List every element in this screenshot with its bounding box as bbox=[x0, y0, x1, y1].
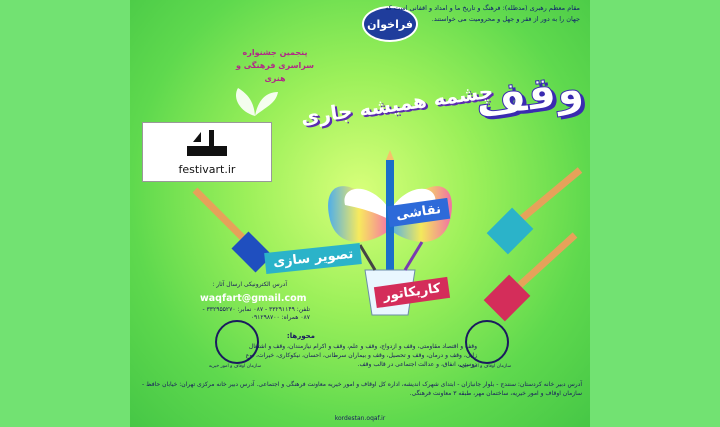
email-address: waqfart@gmail.com bbox=[200, 293, 307, 304]
left-margin bbox=[0, 0, 130, 427]
footer-addresses: آدرس دبیر خانه کردستان: سنندج - بلوار جانبازان - ابتدای شهرک اندیشه، اداره کل اوقاف و امور خیریه معاونت فرهنگی و اجتماعی. آدرس دبیر خانه مرکزی تهران: خیابان حافظ - سازمان اوقاف و امور خیریه، ساختمان مهر، طبقه ۳ معاونت فرهنگی. bbox=[142, 381, 582, 397]
emblem-left-caption: سازمان اوقاف و امور خیریه bbox=[208, 364, 262, 369]
leaf-icon bbox=[230, 82, 280, 118]
label-caricature: کاریکاتور bbox=[374, 277, 450, 308]
right-margin bbox=[590, 0, 720, 427]
title-subtitle: چشمه همیشه جاری bbox=[299, 78, 495, 130]
label-illustration: تصویر سازی bbox=[264, 243, 362, 274]
label-painting: نقاشی bbox=[387, 198, 450, 227]
emblem-right-caption: سازمان اوقاف و امور خیریه bbox=[458, 364, 512, 369]
call-badge: فراخوان bbox=[362, 6, 418, 42]
contact-label: آدرس الکترونیکی ارسال آثار : bbox=[212, 281, 287, 288]
festivart-url: festivart.ir bbox=[178, 163, 236, 176]
phone-numbers: تلفن: ۳۳۲۹۱۱۴۹ - ۰۸۷ نمابر: ۳۳۲۹۵۵۲۷۰ - ۰۸۷ همراه: ۰۹۱۲۹۸۷۰۰ bbox=[202, 306, 310, 321]
themes-title: محورها: bbox=[286, 332, 315, 340]
festivart-logo bbox=[142, 122, 272, 182]
title-waqf: وقف bbox=[471, 62, 587, 129]
brush-right-bottom-icon bbox=[470, 230, 580, 330]
website-link[interactable]: kordestan.oqaf.ir bbox=[334, 415, 386, 422]
poster bbox=[130, 0, 590, 427]
themes-text: وقف و اقتصاد مقاومتی، وقف و ازدواج، وقف و علم، وقف و اکرام نیازمندان، وقف و اشتغال زایی، وقف و درمان، وقف و تحصیل، وقف و بیماران سرطانی، احسان، نیکوکاری، خیرات، نوع دوستی، انفاق، و عدالت اجتماعی در قالب وقف. bbox=[245, 343, 477, 368]
festivart-mark-icon bbox=[185, 128, 229, 158]
festival-name: پنجمین جشنواره سراسری فرهنگی و هنری bbox=[235, 48, 315, 83]
leader-quote: مقام معظم رهبری (مدظله): فرهنگ و تاریخ ما و امداد و اقفانی است که جهان را به دور از فقر و جهل و محرومیت می خواستند. bbox=[385, 4, 580, 23]
